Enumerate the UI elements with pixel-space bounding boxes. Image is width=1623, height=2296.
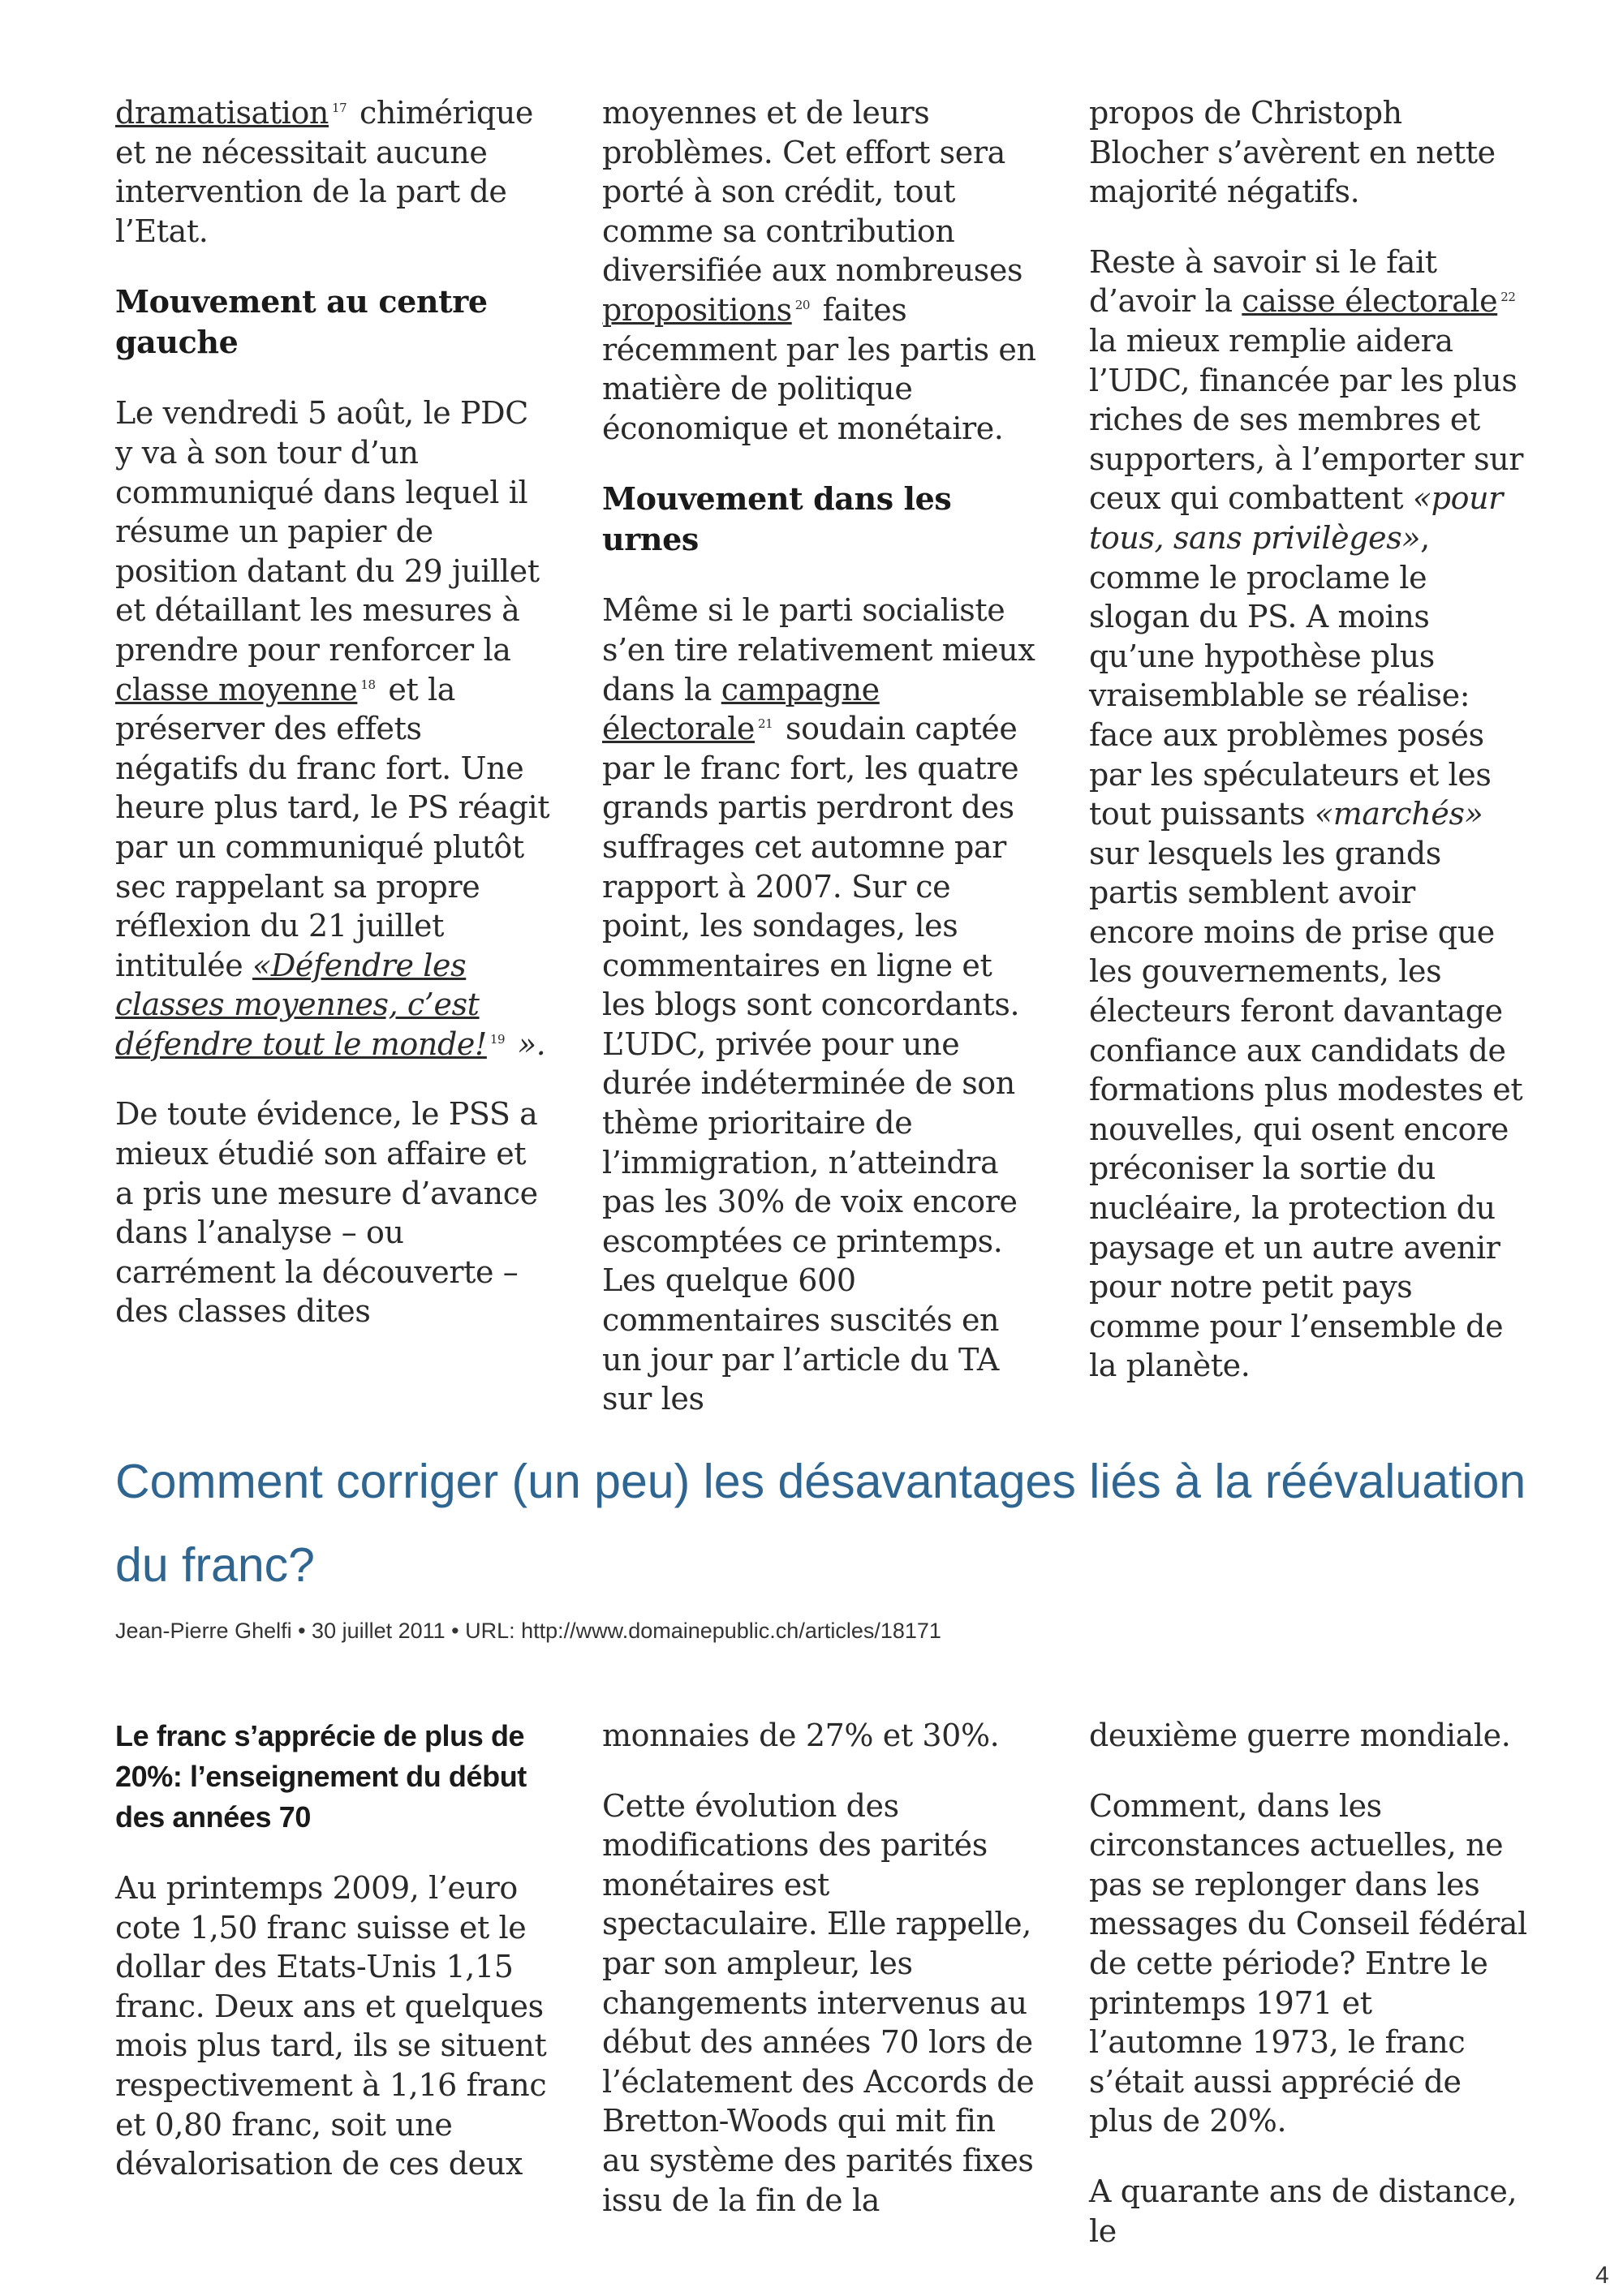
article1-column-2 (602, 93, 1040, 1450)
footnote-link-defendre-classes-moyennes[interactable]: «Défendre les classes moyennes, c’est défendre tout le monde! (115, 947, 487, 1062)
paragraph-text: chimérique et ne nécessitait aucune intervention de la part de l’Etat. (115, 95, 534, 249)
paragraph-text: , comme le proclame le slogan du PS. A moins qu’une hypothèse plus vraisemblable se réalise: face aux problèmes posés par les spéculateurs et les tout puissants (1089, 519, 1492, 832)
page-number: 4 (1595, 2262, 1609, 2289)
article1-paragraph (115, 393, 553, 1064)
footnote-marker: 22 (1500, 289, 1516, 304)
footnote-link-campagne-electorale[interactable]: campagne électorale (602, 671, 880, 747)
article1-paragraph: De toute évidence, le PSS a mieux étudié son affaire et a pris une mesure d’avance dans l’analyse – ou carrément la découverte – des classes dites (115, 1096, 538, 1330)
article2-paragraph: A quarante ans de distance, le (1089, 2173, 1518, 2249)
paragraph-text: soudain captée par le franc fort, les quatre grands partis perdront des suffrages cet automne par rapport à 2007. Sur ce point, les sondages, les commentaires en ligne et les blogs sont concordants. L’UDC, privée pour une durée indéterminée de son thème prioritaire de l’immigration, n’atteindra pas les 30% de voix encore escomptées ce printemps. Les quelque 600 commentaires suscités en un jour par l’article du TA sur les (602, 711, 1020, 1417)
paragraph-text: moyennes et de leurs problèmes. Cet effort sera porté à son crédit, tout comme sa contribution diversifiée aux nombreuses (602, 95, 1023, 289)
footnote-link-caisse-electorale[interactable]: caisse électorale (1242, 283, 1498, 320)
footnote-link-dramatisation[interactable]: dramatisation (115, 95, 329, 131)
paragraph-text: ». (508, 1025, 546, 1062)
footnote-link-propositions[interactable]: propositions (602, 291, 792, 328)
paragraph-text: Même si le parti socialiste s’en tire relativement mieux dans la (602, 592, 1035, 707)
article1-paragraph (1089, 243, 1527, 1386)
footnote-marker: 21 (758, 716, 773, 732)
paragraph-text: la mieux remplie aidera l’UDC, financée par les plus riches de ses membres et supporters, à l’emporter sur ceux qui combattent (1089, 322, 1524, 517)
paragraph-text: faites récemment par les partis en matière de politique économique et monétaire. (602, 291, 1036, 446)
footnote-marker: 17 (332, 101, 347, 116)
article2-paragraph: Au printemps 2009, l’euro cote 1,50 franc suisse et le dollar des Etats-Unis 1,15 franc. Deux ans et quelques mois plus tard, ils se situent respectivement à 1,16 franc et 0,80 franc, soit une dévalorisation de ces deux (115, 1870, 547, 2182)
quoted-slogan: «pour tous, sans privilèges» (1089, 480, 1503, 556)
article2-paragraph: Cette évolution des modifications des parités monétaires est spectaculaire. Elle rappelle, par son ampleur, les changements intervenus au début des années 70 lors de l’éclatement des Accords de Bretton-Woods qui mit fin au système des parités fixes issu de la fin de la (602, 1787, 1035, 2218)
paragraph-text: et la préserver des effets négatifs du franc fort. Une heure plus tard, le PS réagit par un communiqué plutôt sec rappelant sa propre réflexion du 21 juillet intitulée (115, 671, 550, 983)
article2-paragraph: Comment, dans les circonstances actuelles, ne pas se replonger dans les messages du Conseil fédéral de cette période? Entre le printemps 1971 et l’automne 1973, le franc s’était aussi apprécié de plus de 20%. (1089, 1787, 1527, 2139)
article1-paragraph (115, 93, 553, 251)
article2-paragraph: monnaies de 27% et 30%. (602, 1718, 1000, 1753)
article2-column-1 (115, 1716, 553, 2215)
paragraph-text: Le vendredi 5 août, le PDC y va à son tour d’un communiqué dans lequel il résume un papier de position datant du 29 juillet et détaillant les mesures à prendre pour renforcer la (115, 395, 540, 668)
footnote-marker: 20 (794, 298, 810, 313)
article1-column-3 (1089, 93, 1527, 1417)
article1-column-1 (115, 93, 553, 1362)
article1-paragraph: propos de Christoph Blocher s’avèrent en nette majorité négatifs. (1089, 95, 1496, 210)
article2-column-2 (602, 1716, 1040, 2251)
footnote-marker: 19 (489, 1032, 506, 1047)
article-byline: Jean-Pierre Ghelfi • 30 juillet 2011 • URL: http://www.domainepublic.ch/articles/18171 (115, 1619, 941, 1643)
section-heading-urnes: Mouvement dans les urnes (602, 480, 952, 558)
section-heading-centre-gauche: Mouvement au centre gauche (115, 283, 488, 361)
article2-paragraph: deuxième guerre mondiale. (1089, 1718, 1511, 1753)
paragraph-text: sur lesquels les grands partis semblent avoir encore moins de prise que les gouvernements, les électeurs feront davantage confiance aux candidats de formations plus modestes et nouvelles, qui osent encore préconiser la sortie du nucléaire, la protection du paysage et un autre avenir pour notre petit pays comme pour l’ensemble de la planète. (1089, 835, 1523, 1384)
section-heading-enseignement: Le franc s’apprécie de plus de 20%: l’enseignement du début des années 70 (115, 1719, 527, 1834)
article-title: Comment corriger (un peu) les désavantages liés à la réévaluation du franc? (115, 1455, 1526, 1592)
footnote-marker: 18 (360, 677, 376, 692)
article1-paragraph (602, 591, 1040, 1418)
footnote-link-classe-moyenne[interactable]: classe moyenne (115, 671, 358, 707)
quoted-term: «marchés» (1314, 796, 1483, 832)
article1-paragraph (602, 93, 1040, 448)
paragraph-text: Reste à savoir si le fait d’avoir la (1089, 243, 1437, 320)
article2-column-3 (1089, 1716, 1527, 2281)
